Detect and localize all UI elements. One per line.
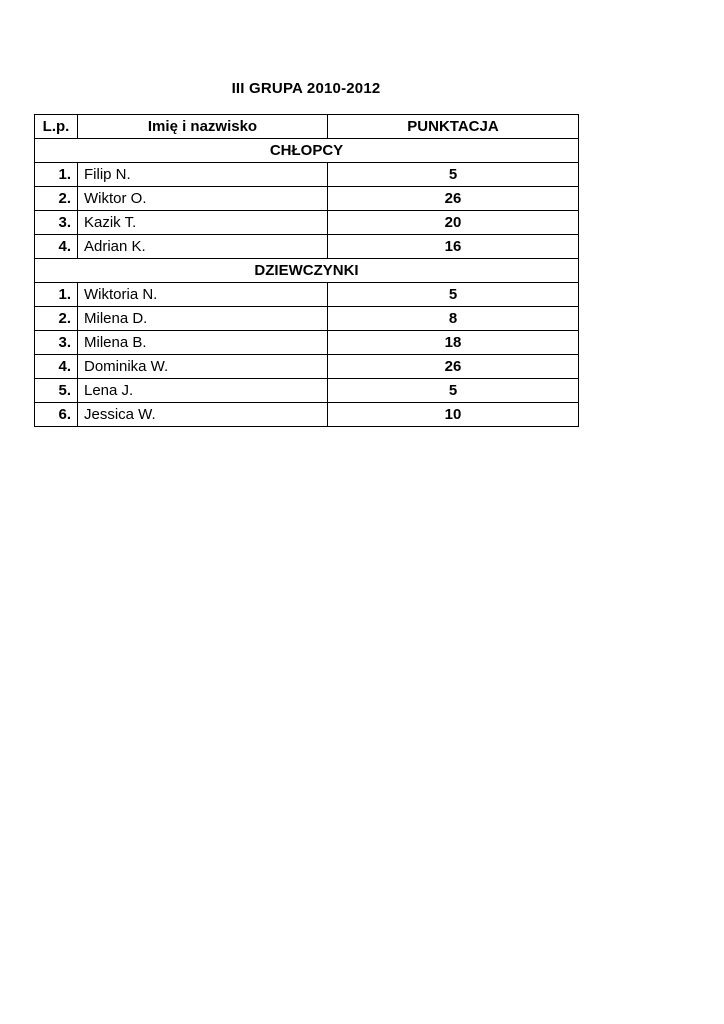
row-lp: 1. <box>35 163 78 187</box>
row-name: Wiktor O. <box>78 187 328 211</box>
table-row <box>35 403 579 427</box>
header-row <box>35 115 579 139</box>
section-row-boys <box>35 139 579 163</box>
section-label-girls: DZIEWCZYNKI <box>35 259 579 283</box>
row-lp: 3. <box>35 331 78 355</box>
section-label-boys: CHŁOPCY <box>35 139 579 163</box>
table-row <box>35 283 579 307</box>
page-title: III GRUPA 2010-2012 <box>231 80 381 97</box>
results-table <box>34 114 579 427</box>
row-points: 8 <box>328 307 579 331</box>
table-row <box>35 331 579 355</box>
row-name: Dominika W. <box>78 355 328 379</box>
table-row <box>35 355 579 379</box>
table-row <box>35 187 579 211</box>
row-lp: 1. <box>35 283 78 307</box>
table-row <box>35 379 579 403</box>
row-points: 5 <box>328 283 579 307</box>
row-name: Milena D. <box>78 307 328 331</box>
row-lp: 5. <box>35 379 78 403</box>
row-lp: 4. <box>35 355 78 379</box>
table-row <box>35 163 579 187</box>
row-name: Lena J. <box>78 379 328 403</box>
row-name: Filip N. <box>78 163 328 187</box>
row-name: Jessica W. <box>78 403 328 427</box>
row-lp: 2. <box>35 307 78 331</box>
row-name: Adrian K. <box>78 235 328 259</box>
row-points: 26 <box>328 355 579 379</box>
table-row <box>35 307 579 331</box>
row-lp: 2. <box>35 187 78 211</box>
row-name: Kazik T. <box>78 211 328 235</box>
row-lp: 4. <box>35 235 78 259</box>
section-row-girls <box>35 259 579 283</box>
row-points: 18 <box>328 331 579 355</box>
table-row <box>35 235 579 259</box>
row-name: Wiktoria N. <box>78 283 328 307</box>
row-name: Milena B. <box>78 331 328 355</box>
row-points: 5 <box>328 379 579 403</box>
row-points: 5 <box>328 163 579 187</box>
table-row <box>35 211 579 235</box>
header-points: PUNKTACJA <box>328 115 579 139</box>
header-name: Imię i nazwisko <box>78 115 328 139</box>
row-points: 26 <box>328 187 579 211</box>
header-lp: L.p. <box>35 115 78 139</box>
row-points: 20 <box>328 211 579 235</box>
row-points: 16 <box>328 235 579 259</box>
row-points: 10 <box>328 403 579 427</box>
row-lp: 6. <box>35 403 78 427</box>
row-lp: 3. <box>35 211 78 235</box>
